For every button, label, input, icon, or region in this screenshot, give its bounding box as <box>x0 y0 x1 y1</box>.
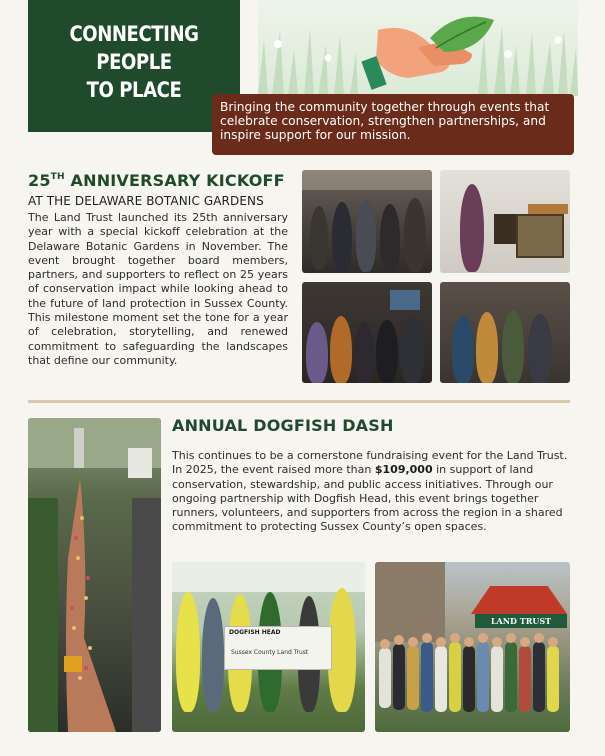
photo-festival-crowd <box>375 562 570 732</box>
anniversary-subheading: AT THE DELAWARE BOTANIC GARDENS <box>28 194 264 208</box>
crowd-icon <box>375 562 570 732</box>
header-title-box <box>28 0 240 132</box>
race-crowd-icon <box>28 418 161 732</box>
dogfish-heading: ANNUAL DOGFISH DASH <box>172 416 394 435</box>
anniversary-body: The Land Trust launched its 25th anniversary year with a special kickoff celebration at the Delaware Botanic Gardens in November. The event brought together board members, partners, and supporters to reflect on 25 years of conservation impact while looking ahead to the future of land protection in Sussex County. This milestone moment set the tone for a year of celebration, storytelling, and renewed commitment to safeguarding the landscapes that define our community. <box>28 211 288 367</box>
check-payee: Sussex County Land Trust <box>231 649 309 656</box>
photo-speaker-award <box>440 170 570 273</box>
banner-text: Bringing the community together through events that celebrate conservation, strengthen partnerships, and inspire support for our mission. <box>220 100 550 143</box>
page-title <box>43 20 225 104</box>
title-line-1: CONNECTING PEOPLE <box>69 22 199 74</box>
handshake-leaf-icon <box>258 0 578 96</box>
header-illustration <box>258 0 578 96</box>
photo-group-guests <box>440 282 570 383</box>
photo-group-mixed <box>302 282 432 383</box>
photo-check-presentation <box>172 562 365 732</box>
check-brand: DOGFISH HEAD <box>229 629 281 636</box>
oversized-check <box>224 626 332 670</box>
heading-text: ANNIVERSARY KICKOFF <box>64 171 285 190</box>
tent-banner-text: LAND TRUST <box>490 616 552 626</box>
heading-superscript: TH <box>50 172 65 182</box>
body-part-2: in support of land conservation, stewardship, and public access initiatives. Through our ongoing partnership with Dogfish Head, this event brings together runners, volunteers, and supporters from across the region in a shared commitment to protecting Sussex County’s open spaces. <box>172 463 563 534</box>
mission-banner <box>212 94 574 155</box>
anniversary-heading <box>28 171 285 190</box>
photo-group-men <box>302 170 432 273</box>
dogfish-body <box>172 449 574 535</box>
section-divider <box>28 400 570 403</box>
raised-amount: $109,000 <box>374 463 433 477</box>
heading-number: 25 <box>28 171 51 190</box>
photo-race-aerial <box>28 418 161 732</box>
body-part-1: This continues to be a cornerstone fundraising event for the Land Trust. In 2025, the event raised more than <box>172 449 568 477</box>
title-line-2: TO PLACE <box>86 78 182 102</box>
